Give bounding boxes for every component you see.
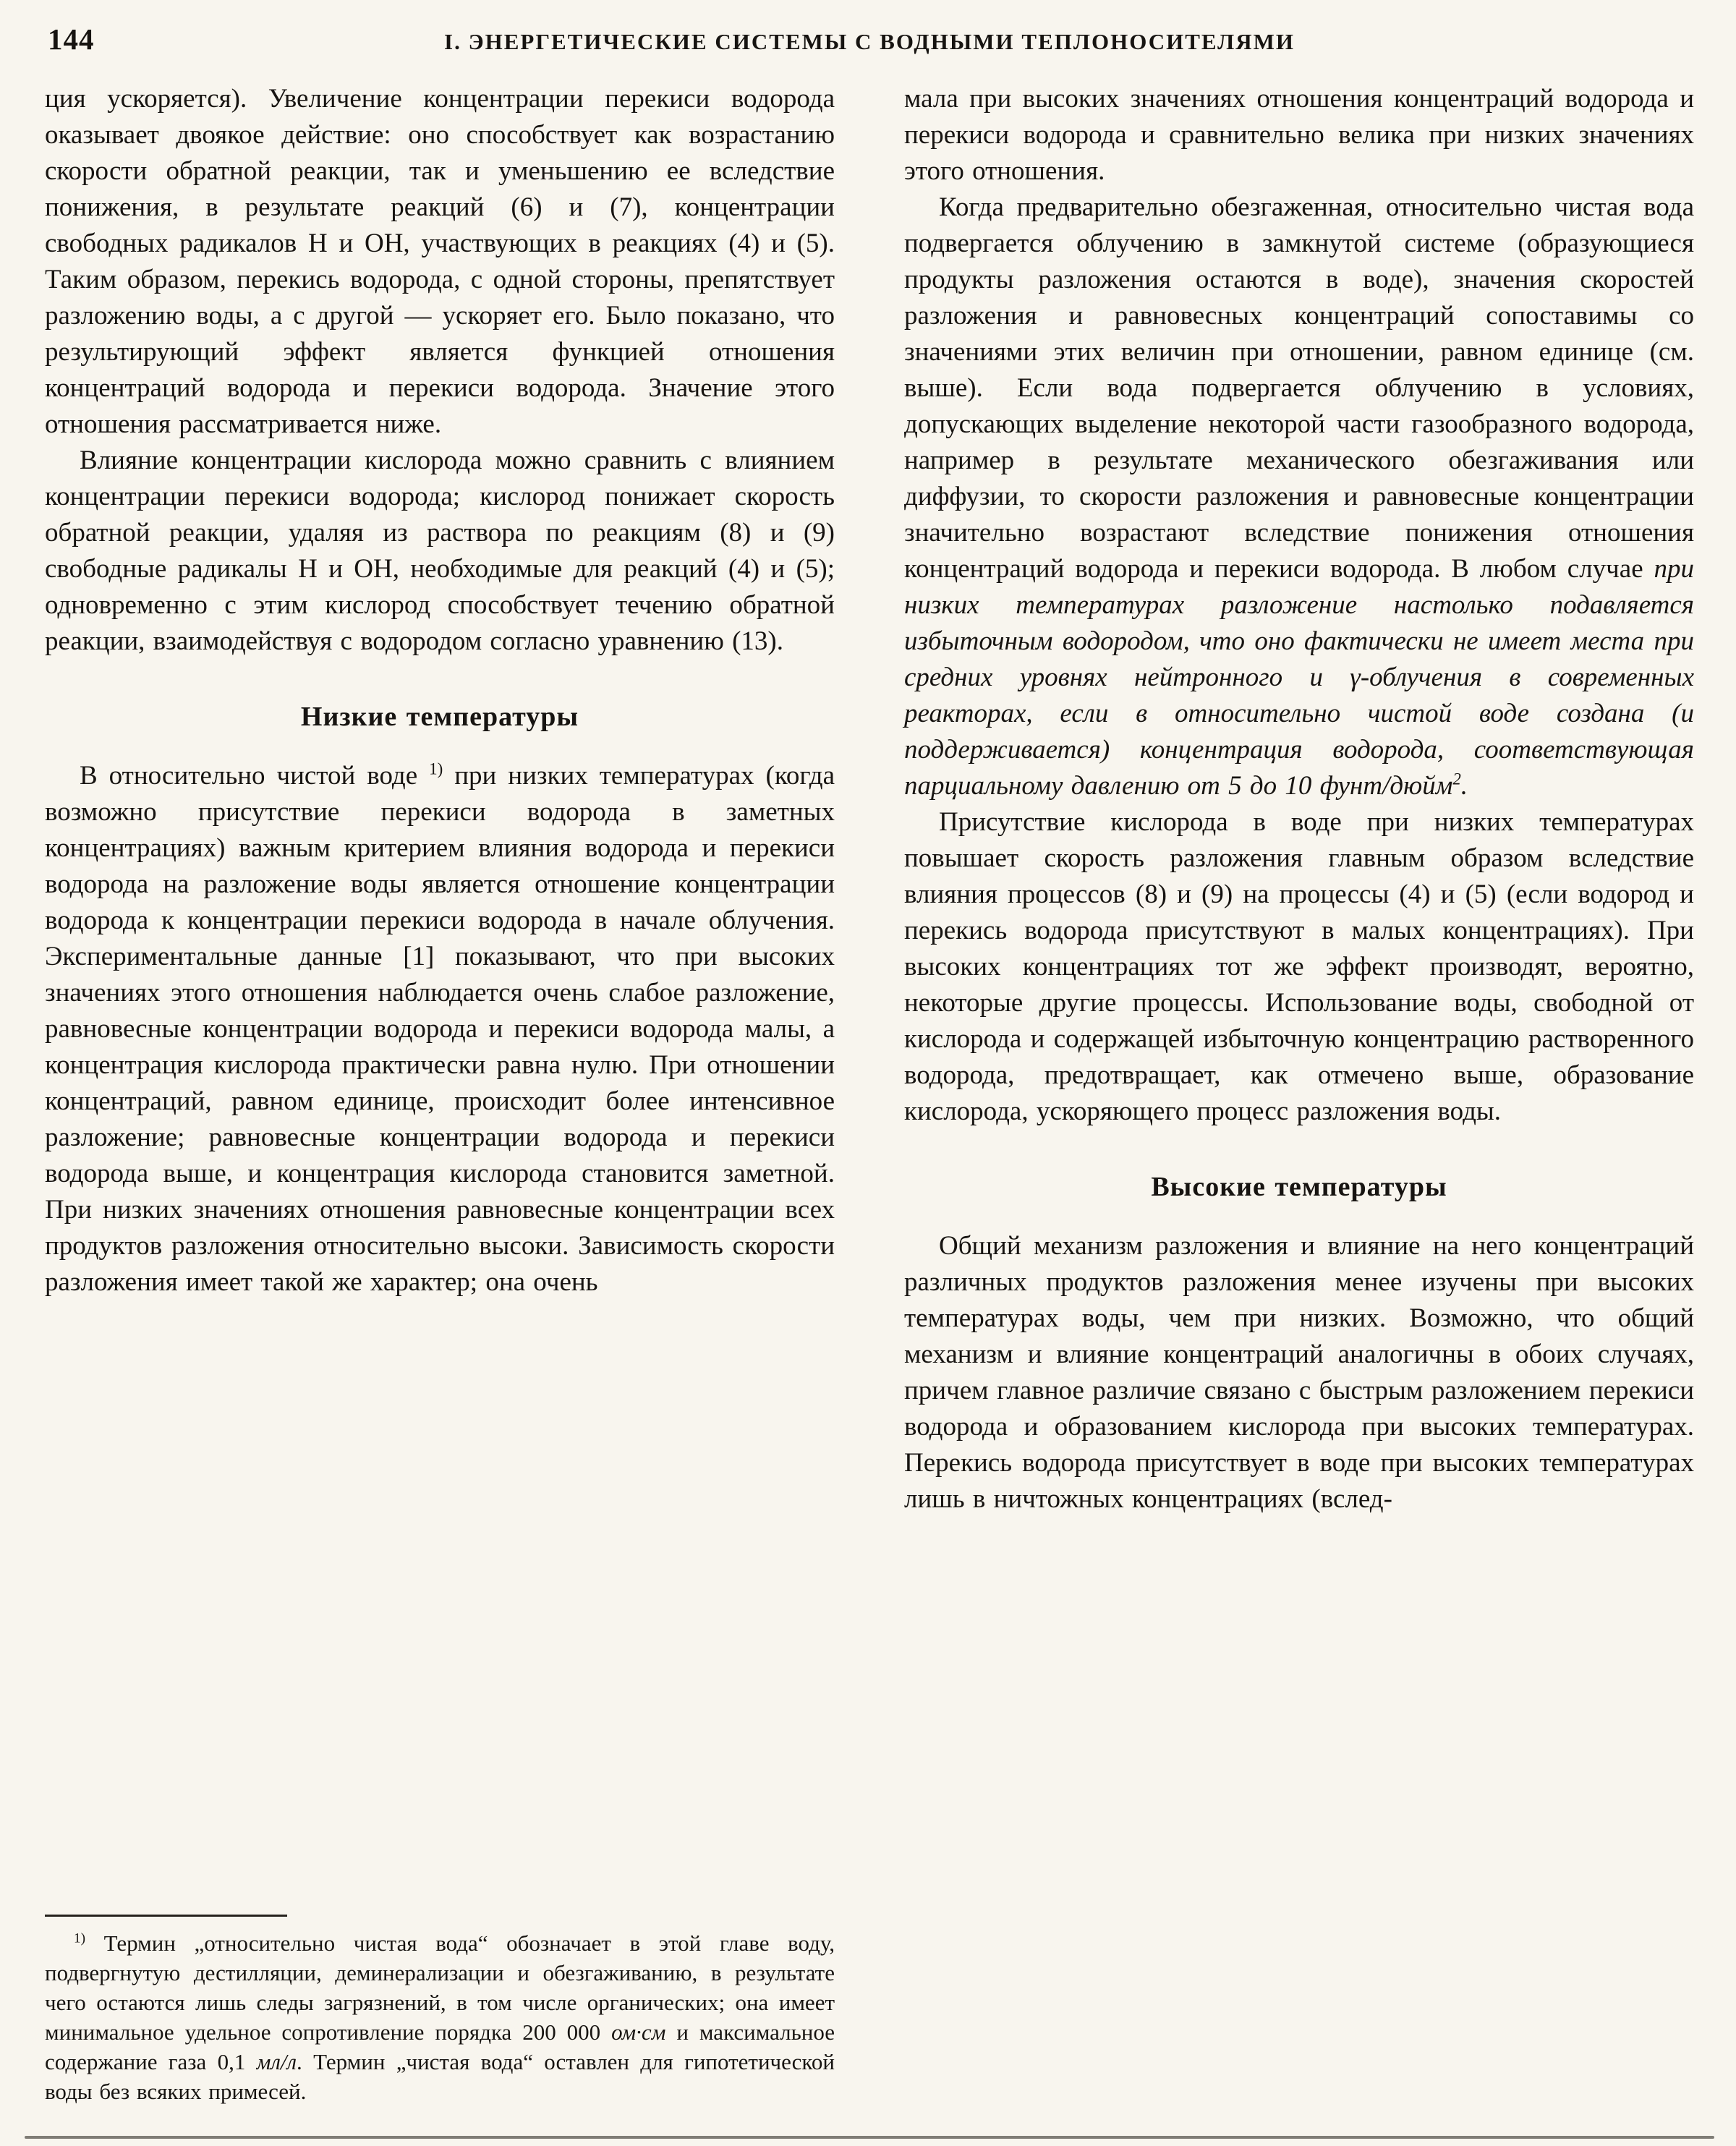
section-heading-low-temperatures: Низкие температуры (300, 702, 579, 732)
text-run: и максимальное содержание газа 0,1 (45, 2019, 835, 2074)
page-number: 144 (48, 22, 95, 56)
footnote-separator-rule (45, 1915, 287, 1917)
text-run: 2 (1452, 770, 1461, 788)
right-column (904, 81, 1694, 2106)
text-run: . (1460, 771, 1468, 801)
text-run: В относительно чистой воде (80, 761, 430, 791)
paragraph: Общий механизм разложения и влияние на него концентраций различных продуктов разложения менее изучены при высоких температурах воды, чем при низких. Возможно, что общий механизм и влияние концентраций аналогичны в обоих случаях, причем главное различие связано с быстрым разложением перекиси водорода и образованием кислорода при высоких температурах. Перекись водорода присутствует в воде при высоких температурах лишь в ничтожных концентрациях (вслед- (904, 1231, 1694, 1514)
footnote-text (45, 1928, 835, 2106)
paragraph-continuation: ция ускоряется). Увеличение концентрации перекиси водорода оказывает двоякое действие: оно способствует как возрастанию скорости обратной реакции, так и уменьшению ее вследствие понижения, в результате реакций (6) и (7), концентрации свободных радикалов Н и ОН, участвующих в реакциях (4) и (5). Таким образом, перекись водорода, с одной стороны, препятствует разложению воды, а с другой — ускоряет его. Было показано, что результирующий эффект является функцией отношения концентраций водорода и перекиси водорода. Значение этого отношения рассматривается ниже. (45, 84, 835, 439)
running-title: I. ЭНЕРГЕТИЧЕСКИЕ СИСТЕМЫ С ВОДНЫМИ ТЕПЛОНОСИТЕЛЯМИ (444, 29, 1295, 54)
text-run: Термин „относительно чистая вода“ обозначает в этой главе воду, подвергнутую дестилляции, деминерализации и обезгаживанию, в результате чего остаются лишь следы загрязнений, в том числе органических; она имеет минимальное удельное сопротивление порядка 200 000 (45, 1930, 835, 2045)
left-column (45, 81, 835, 2106)
paragraph-with-italic-emphasis (904, 190, 1694, 804)
text-run: при низких температурах разложение настолько подавляется избыточным водородом, что оно фактически не имеет места при средних уровнях нейтронного и γ-облучения в современных реакторах, если в относительно чистой воде создана (и поддерживается) концентрация водорода, соответствующая парциальному давлению от 5 до 10 фунт/дюйм (904, 554, 1694, 801)
paragraph: Присутствие кислорода в воде при низких температурах повышает скорость разложения главным образом вследствие влияния процессов (8) и (9) на процессы (4) и (5) (если водород и перекись водорода присутствуют в малых концентрациях). При высоких концентрациях тот же эффект производят, вероятно, некоторые другие процессы. Использование воды, свободной от кислорода и содержащей избыточную концентрацию растворенного водорода, предотвращает, как отмечено выше, образование кислорода, ускоряющего процесс разложения воды. (904, 807, 1694, 1126)
page-header (45, 17, 1694, 56)
text-run: 1) (74, 1930, 85, 1946)
text-run: 1) (429, 759, 443, 778)
text-run: мл/л (256, 2049, 297, 2074)
text-run: Когда предварительно обезгаженная, относительно чистая вода подвергается облучению в замкнутой системе (образующиеся продукты разложения остаются в воде), значения скоростей разложения и равновесных концентраций сопоставимы со значениями этих величин при отношении, равном единице (см. выше). Если вода подвергается облучению в условиях, допускающих выделение некоторой части газообразного водорода, например в результате механического обезгаживания или диффузии, то скорости разложения и равновесные концентрации значительно возрастают вследствие понижения отношения концентраций водорода и перекиси водорода. В любом случае (904, 192, 1694, 584)
section-heading-high-temperatures: Высокие температуры (1151, 1172, 1447, 1202)
text-run: при низких температурах (когда возможно присутствие перекиси водорода в заметных концентрациях) важным критерием влияния водорода и перекиси водорода на разложение воды является отношение концентрации водорода к концентрации перекиси водорода в начале облучения. Экспериментальные данные [1] показывают, что при высоких значениях этого отношения наблюдается очень слабое разложение, равновесные концентрации водорода и перекиси водорода малы, а концентрация кислорода практически равна нулю. При отношении концентраций, равном единице, происходит более интенсивное разложение; равновесные концентрации водорода и перекиси водорода выше, и концентрация кислорода становится заметной. При низких значениях отношения равновесные концентрации всех продуктов разложения относительно высоки. Зависимость скорости разложения имеет такой же характер; она очень (45, 761, 835, 1297)
scan-page-edge-line (25, 2136, 1714, 2139)
text-run: ом·см (611, 2019, 666, 2045)
paragraph: Влияние концентрации кислорода можно сравнить с влиянием концентрации перекиси водорода; кислород понижает скорость обратной реакции, удаляя из раствора по реакциям (8) и (9) свободные радикалы Н и ОН, необходимые для реакций (4) и (5); одновременно с этим кислород способствует течению обратной реакции, взаимодействуя с водородом согласно уравнению (13). (45, 446, 835, 656)
text-columns (45, 81, 1694, 2106)
paragraph-with-footnote-ref (45, 758, 835, 1300)
footnote-block (45, 1889, 835, 2106)
paragraph-continuation: мала при высоких значениях отношения концентраций водорода и перекиси водорода и сравнительно велика при низких значениях этого отношения. (904, 84, 1694, 186)
text-run: . Термин „чистая вода“ оставлен для гипотетической воды без всяких примесей. (45, 2049, 835, 2104)
